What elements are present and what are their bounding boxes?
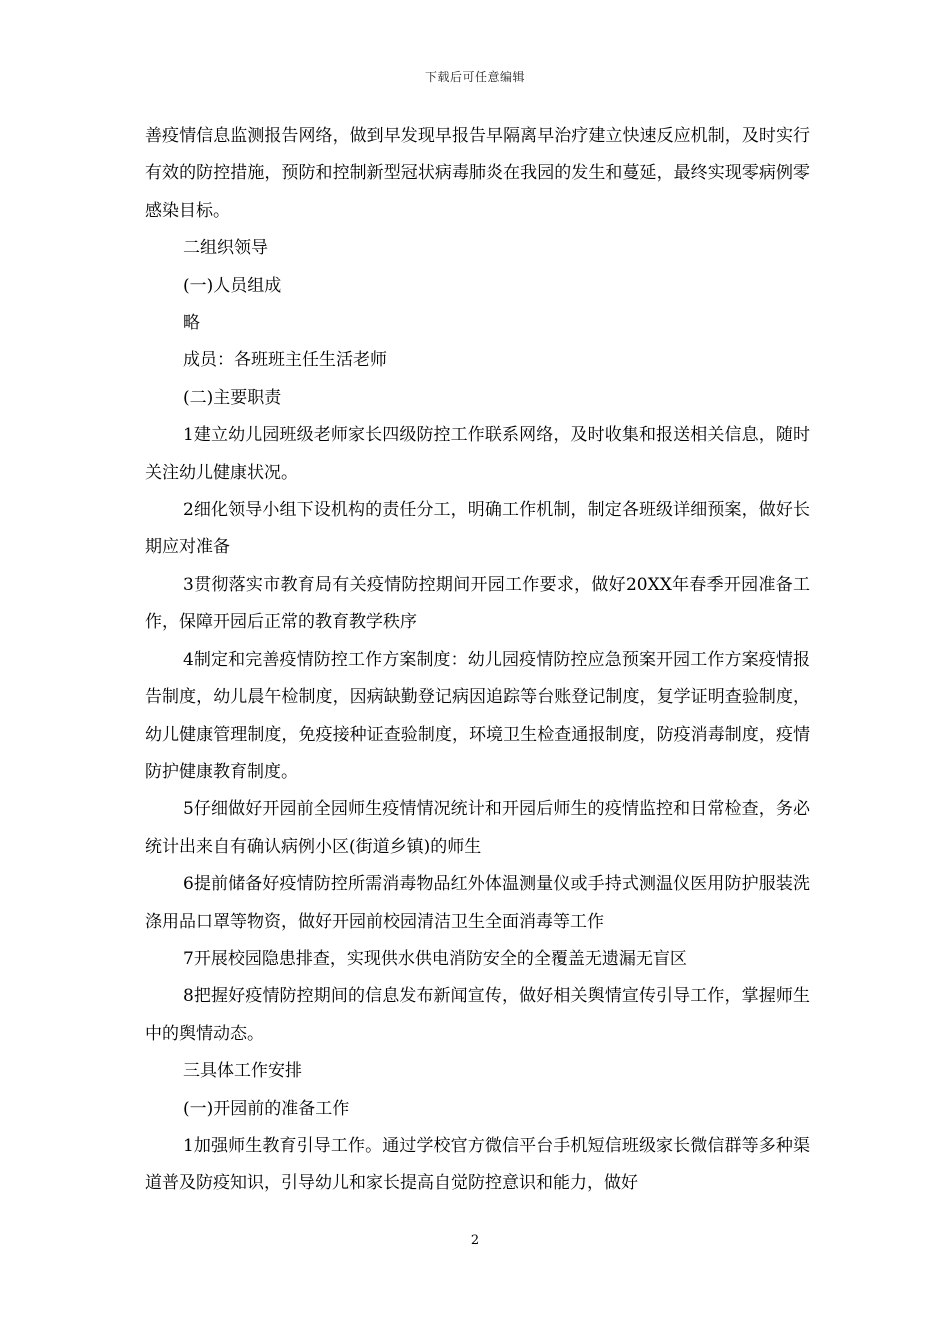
- section-heading: 三具体工作安排: [183, 1061, 302, 1082]
- list-item: 7开展校园隐患排查，实现供水供电消防安全的全覆盖无遗漏无盲区: [183, 948, 687, 969]
- page-header: 下载后可任意编辑: [424, 70, 525, 84]
- list-item: 1建立幼儿园班级老师家长四级防控工作联系网络，及时收集和报送相关信息，随时关注幼儿健康状况。: [145, 425, 810, 483]
- list-item: 3贯彻落实市教育局有关疫情防控期间开园工作要求，做好20XX年春季开园准备工作，保障开园后正常的教育教学秩序: [145, 574, 810, 633]
- list-item: 4制定和完善疫情防控工作方案制度：幼儿园疫情防控应急预案开园工作方案疫情报告制度，幼儿晨午检制度，因病缺勤登记病因追踪等台账登记制度，复学证明查验制度，幼儿健康管理制度，免疫接种证查验制度，环境卫生检查通报制度，防疫消毒制度，疫情防护健康教育制度。: [145, 649, 810, 782]
- list-item: 2细化领导小组下设机构的责任分工，明确工作机制，制定各班级详细预案，做好长期应对准备: [145, 500, 810, 558]
- subsection-heading: (二)主要职责: [183, 387, 282, 408]
- document-body: [145, 118, 810, 1203]
- page-number: 2: [470, 1233, 480, 1248]
- subsection-heading: (一)开园前的准备工作: [183, 1098, 350, 1119]
- paragraph: 略: [183, 313, 200, 334]
- list-item: 5仔细做好开园前全园师生疫情情况统计和开园后师生的疫情监控和日常检查，务必统计出来自有确认病例小区(街道乡镇)的师生: [145, 799, 810, 857]
- paragraph: 成员：各班班主任生活老师: [183, 350, 387, 371]
- paragraph: 善疫情信息监测报告网络，做到早发现早报告早隔离早治疗建立快速反应机制，及时实行有效的防控措施，预防和控制新型冠状病毒肺炎在我园的发生和蔓延，最终实现零病例零感染目标。: [145, 126, 810, 221]
- subsection-heading: (一)人员组成: [183, 275, 282, 296]
- list-item: 6提前储备好疫情防控所需消毒物品红外体温测量仪或手持式测温仪医用防护服装洗涤用品口罩等物资，做好开园前校园清洁卫生全面消毒等工作: [145, 874, 810, 932]
- list-item: 8把握好疫情防控期间的信息发布新闻宣传，做好相关舆情宣传引导工作，掌握师生中的舆情动态。: [145, 986, 810, 1044]
- list-item: 1加强师生教育引导工作。通过学校官方微信平台手机短信班级家长微信群等多种渠道普及防疫知识，引导幼儿和家长提高自觉防控意识和能力，做好: [145, 1135, 810, 1194]
- section-heading: 二组织领导: [183, 238, 268, 259]
